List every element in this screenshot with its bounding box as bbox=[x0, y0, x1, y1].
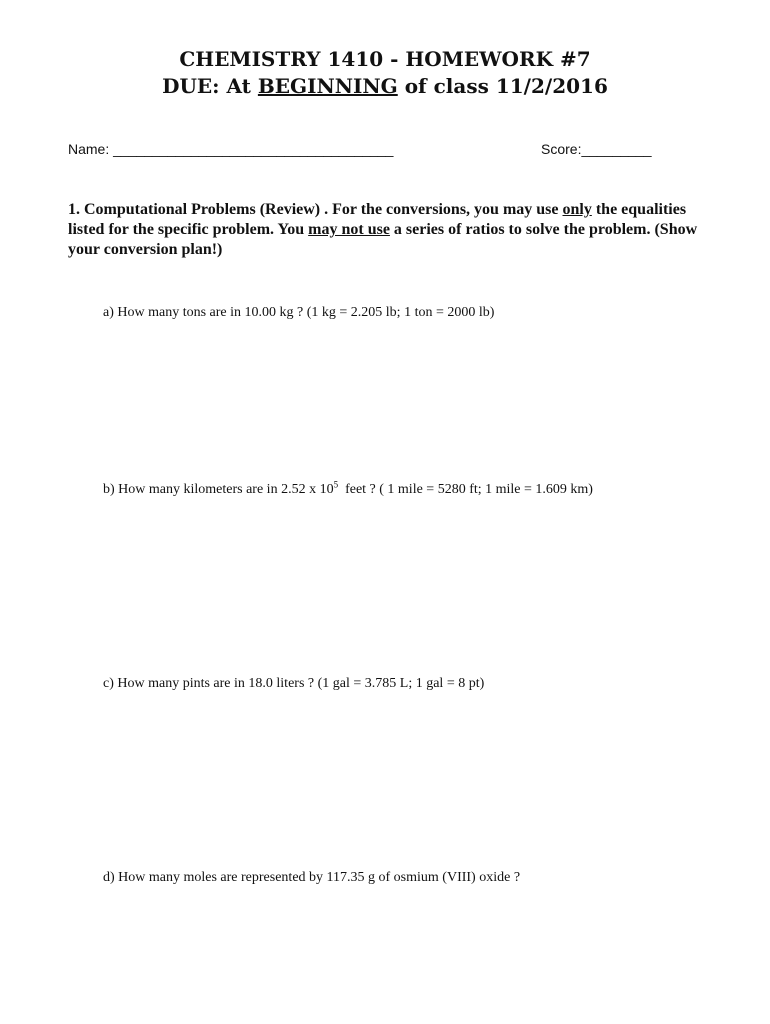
question-d bbox=[103, 869, 703, 887]
instructions-may-not-use: may not use bbox=[308, 221, 390, 238]
question-b-suffix: feet ? ( 1 mile = 5280 ft; 1 mile = 1.609 km) bbox=[338, 482, 593, 497]
question-a bbox=[103, 304, 703, 322]
question-a-text: a) How many tons are in 10.00 kg ? (1 kg = 2.205 lb; 1 ton = 2000 lb) bbox=[103, 305, 495, 320]
question-b-exponent: 5 bbox=[333, 479, 339, 490]
instructions-part-1: 1. Computational Problems (Review) . For the conversions, you may use bbox=[68, 201, 563, 218]
question-c-text: c) How many pints are in 18.0 liters ? (1 gal = 3.785 L; 1 gal = 8 pt) bbox=[103, 676, 485, 691]
question-b-prefix: b) How many kilometers are in 2.52 x 10 bbox=[103, 482, 334, 497]
instructions-only: only bbox=[562, 201, 592, 218]
question-c bbox=[103, 675, 703, 693]
score-blank-line: _________ bbox=[581, 141, 652, 157]
question-d-text: d) How many moles are represented by 117.35 g of osmium (VIII) oxide ? bbox=[103, 870, 521, 885]
name-field bbox=[68, 141, 393, 157]
due-suffix: of class 11/2/2016 bbox=[397, 74, 608, 98]
title-line-1: CHEMISTRY 1410 - HOMEWORK #7 bbox=[179, 47, 591, 71]
due-prefix: DUE: At bbox=[162, 74, 258, 98]
page-title bbox=[0, 46, 770, 72]
due-emphasis: BEGINNING bbox=[257, 74, 398, 98]
name-blank-line: ____________________________________ bbox=[113, 141, 394, 157]
due-date-line bbox=[0, 73, 770, 99]
instructions-part-3: a series of ratios to solve the problem. (Show your conversion plan!) bbox=[68, 221, 698, 258]
section-1-instructions bbox=[68, 200, 708, 260]
score-label: Score: bbox=[541, 141, 582, 157]
score-field bbox=[541, 141, 652, 157]
question-b bbox=[103, 481, 703, 499]
name-label: Name: bbox=[68, 141, 110, 157]
instructions-part-2: the equalities listed for the specific problem. You bbox=[68, 201, 687, 238]
